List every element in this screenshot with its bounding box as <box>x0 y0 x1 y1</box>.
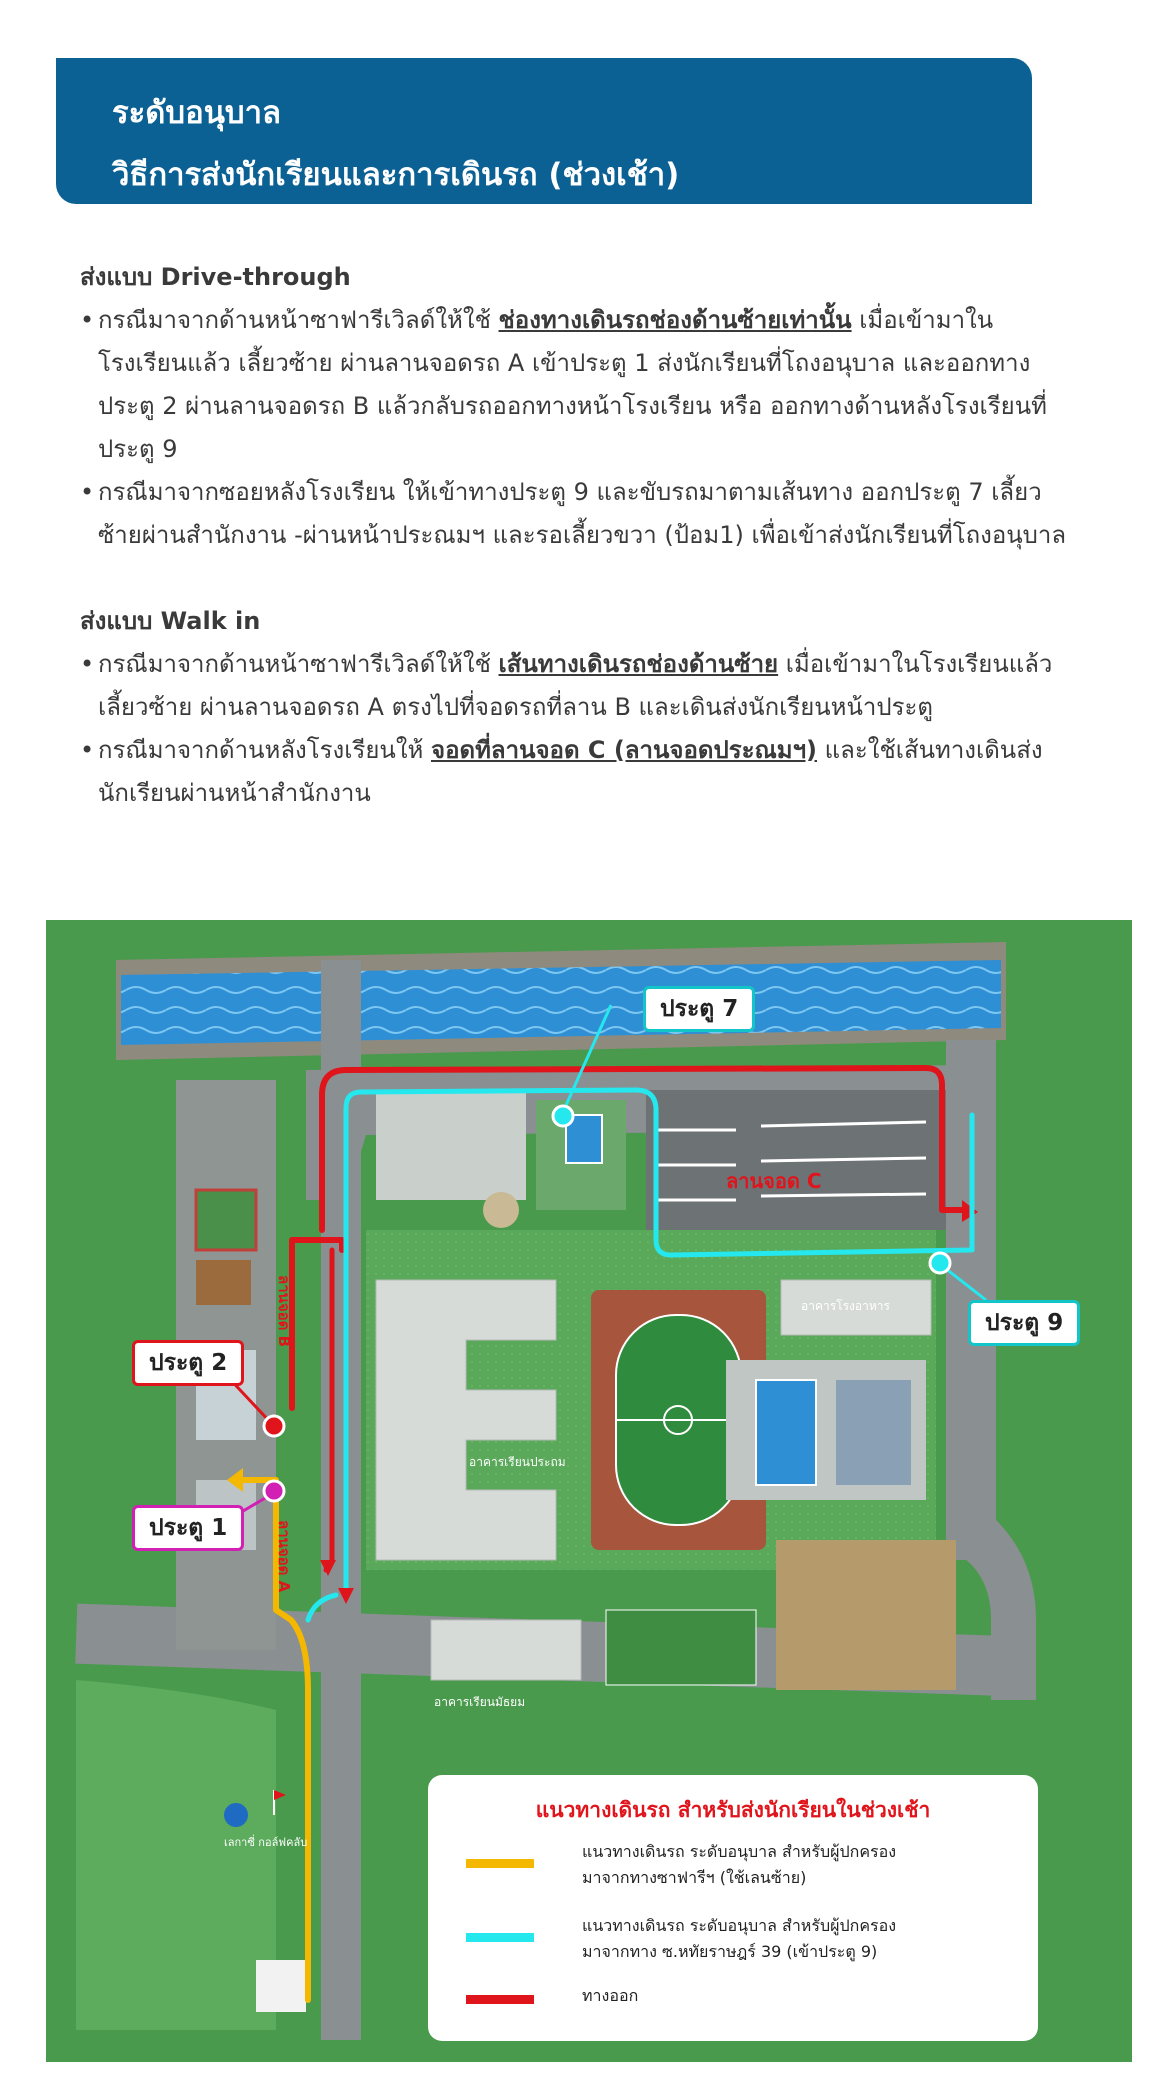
gym-court <box>836 1380 911 1485</box>
header-banner <box>56 58 1032 204</box>
legend-text-red: ทางออก <box>582 1986 639 2005</box>
golf-lawn <box>76 1680 276 2030</box>
legend-item-yellow <box>454 1837 1012 1901</box>
header-title: วิธีการส่งนักเรียนและการเดินรถ (ช่วงเช้า) <box>112 157 680 193</box>
swimming-pool <box>756 1380 816 1485</box>
drive-through-list <box>80 299 1080 557</box>
drive-through-bullet-1 <box>80 299 1080 471</box>
primary-building-label: อาคารเรียนประถม <box>469 1455 566 1469</box>
golf-club-label: เลกาซี่ กอล์ฟคลับ <box>224 1836 308 1849</box>
legend-item-cyan <box>454 1911 1012 1975</box>
gate7-marker-icon <box>553 1106 573 1126</box>
highlight-left-lane-route: เส้นทางเดินรถช่องด้านซ้าย <box>498 650 779 678</box>
route-legend <box>428 1775 1038 2041</box>
canteen-label: อาคารโรงอาหาร <box>801 1299 890 1313</box>
walk-in-bullet-2 <box>80 729 1080 815</box>
secondary-building-label: อาคารเรียนมัธยม <box>434 1695 526 1709</box>
gate9-callout: ประตู 9 <box>968 1300 1080 1346</box>
gate9-marker-icon <box>930 1253 950 1273</box>
lot-c-label: ลานจอด C <box>726 1169 822 1193</box>
walk-in-list <box>80 643 1080 815</box>
lot-b-label: ลานจอด B <box>275 1275 293 1348</box>
highlight-left-lane-only: ช่องทางเดินรถช่องด้านซ้ายเท่านั้น <box>498 306 852 334</box>
lot-a-label: ลานจอด A <box>275 1520 293 1593</box>
bullet-text: กรณีมาจากด้านหน้าซาฟารีเวิลด์ให้ใช้ <box>98 650 499 678</box>
gate1-marker-icon <box>264 1481 284 1501</box>
practice-field <box>606 1610 756 1685</box>
highlight-lot-c: จอดที่ลานจอด C (ลานจอดประณมฯ) <box>431 736 818 764</box>
primary-building <box>376 1280 556 1560</box>
bullet-text: เมื่อเข้ามาในโรงเรียนแล้ว เลี้ยวซ้าย ผ่านลานจอดรถ A เข้าประตู 1 ส่งนักเรียนที่โถงอนุบาล และออกทางประตู 2 ผ่านลานจอดรถ B แล้วกลับรถออกทางหน้าโรงเรียน หรือ ออกทางด้านหลังโรงเรียนที่ ประตู 9 <box>98 306 1047 463</box>
legend-item-red <box>454 1985 1012 2021</box>
instructions <box>80 256 1080 815</box>
campus-map <box>46 920 1132 2062</box>
legend-text-cyan: แนวทางเดินรถ ระดับอนุบาล สำหรับผู้ปกครอง มาจากทาง ซ.หทัยราษฎร์ 39 (เข้าประตู 9) <box>582 1916 897 1961</box>
bullet-text: กรณีมาจากด้านหลังโรงเรียนให้ <box>98 736 431 764</box>
legend-swatch-yellow <box>466 1859 534 1868</box>
school-emblem-icon <box>256 1960 306 2012</box>
gate1-callout: ประตู 1 <box>132 1505 244 1551</box>
legend-swatch-red <box>466 1995 534 2004</box>
fountain <box>483 1192 519 1228</box>
kindergarten-roof <box>196 1260 251 1305</box>
header-level: ระดับอนุบาล <box>112 95 282 131</box>
gate2-callout: ประตู 2 <box>132 1340 244 1386</box>
drive-through-bullet-2 <box>80 471 1080 557</box>
bullet-text: กรณีมาจากด้านหน้าซาฟารีเวิลด์ให้ใช้ <box>98 306 499 334</box>
legend-text-yellow: แนวทางเดินรถ ระดับอนุบาล สำหรับผู้ปกครอง มาจากทางซาฟารีฯ (ใช้เลนซ้าย) <box>582 1842 897 1887</box>
office-building <box>376 1090 526 1200</box>
sand-field <box>776 1540 956 1690</box>
walk-in-title: ส่งแบบ Walk in <box>80 607 261 635</box>
legend-swatch-cyan <box>466 1933 534 1942</box>
bullet-text: กรณีมาจากซอยหลังโรงเรียน ให้เข้าทางประตู 9 และขับรถมาตามเส้นทาง ออกประตู 7 เลี้ยวซ้ายผ่านสำนักงาน -ผ่านหน้าประณมฯ และรอเลี้ยวขวา (ป้อม1) เพื่อเข้าส่งนักเรียนที่โถงอนุบาล <box>98 478 1067 549</box>
maze-garden <box>196 1190 256 1250</box>
gate2-marker-icon <box>264 1416 284 1436</box>
legend-title: แนวทางเดินรถ สำหรับส่งนักเรียนในช่วงเช้า <box>535 1798 931 1822</box>
bullet-text: เมื่อเข้ามาในโรงเรียนแล้ว เลี้ยวซ้าย ผ่านลานจอดรถ A ตรงไปที่จอดรถที่ลาน B และเดินส่งนักเรียนหน้าประตู <box>98 650 1053 721</box>
golf-logo-icon <box>224 1803 248 1827</box>
bullet-text: และใช้เส้นทางเดินส่งนักเรียนผ่านหน้าสำนักงาน <box>98 736 1043 807</box>
walk-in-bullet-1 <box>80 643 1080 729</box>
drive-through-title: ส่งแบบ Drive-through <box>80 263 351 291</box>
gate7-callout: ประตู 7 <box>643 986 755 1032</box>
secondary-building <box>431 1620 581 1680</box>
